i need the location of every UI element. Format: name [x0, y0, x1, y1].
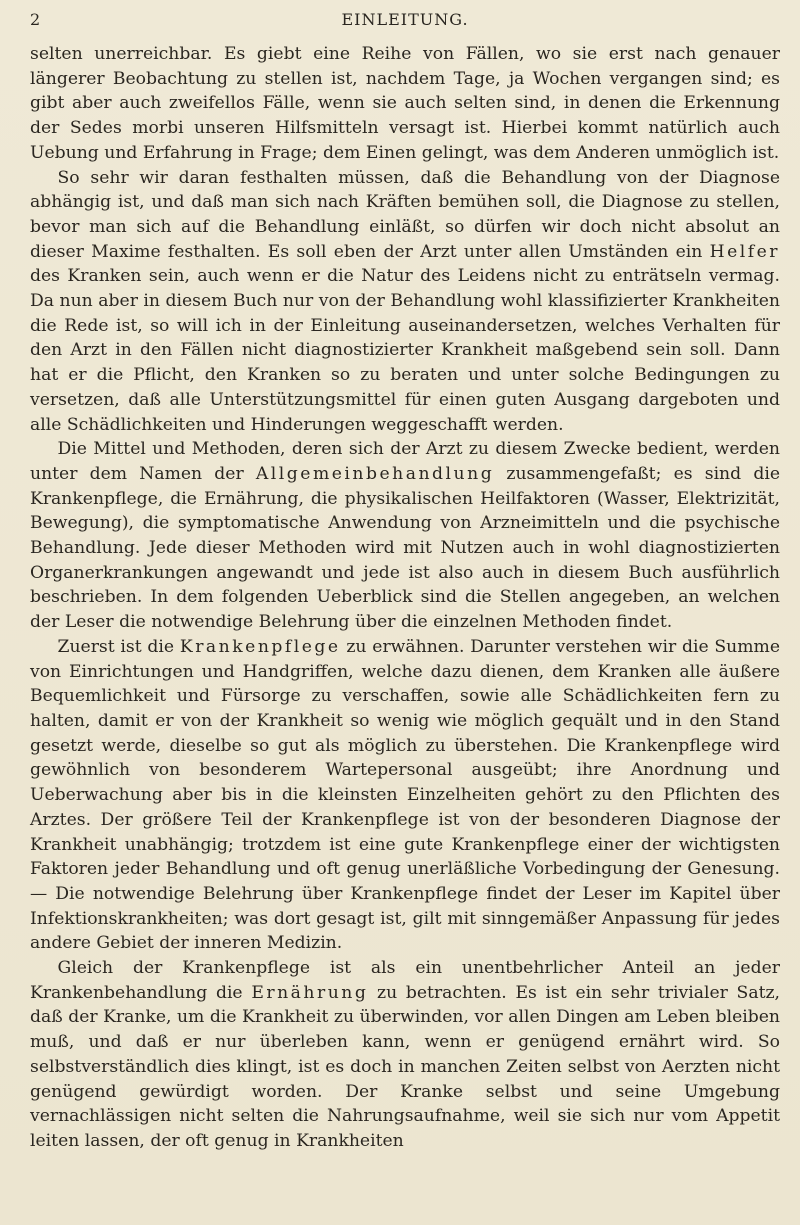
running-head: EINLEITUNG. — [341, 10, 469, 29]
paragraph — [30, 166, 780, 438]
text-run: Gleich der Krankenpflege ist als ein unentbehrlicher Anteil an jeder Krankenbehandlung die — [30, 958, 780, 1003]
paragraph — [30, 635, 780, 956]
text-run: selten unerreichbar. Es giebt eine Reihe von Fällen, wo sie erst nach genauer längerer Beobachtung zu stellen ist, nachdem Tage, ja Wochen vergangen sind; es gibt aber auch zweifellos Fälle, wenn sie auch selten sind, in denen die Erkennung der Sedes morbi unseren Hilfsmitteln versagt ist. Hierbei kommt natürlich auch Uebung und Erfahrung in Frage; dem Einen gelingt, was dem Anderen unmöglich ist. — [30, 44, 780, 163]
paragraph — [30, 42, 780, 166]
text-run: zu erwähnen. Darunter verstehen wir die Summe von Einrichtungen und Handgriffen, welche dazu dienen, dem Kranken alle äußere Bequemlichkeit und Fürsorge zu verschaffen, sowie alle Schädlichkeiten fern zu halten, damit er von der Krankheit so wenig wie möglich gequält und in den Stand gesetzt werde, dieselbe so gut als möglich zu überstehen. Die Krankenpflege wird gewöhnlich von besonderem Wartepersonal ausgeübt; ihre Anordnung und Ueberwachung aber bis in die kleinsten Einzelheiten gehört zu den Pflichten des Arztes. Der größere Teil der Krankenpflege ist von der besonderen Diagnose der Krankheit unabhängig; trotzdem ist eine gute Krankenpflege einer der wichtigsten Faktoren jeder Behandlung und oft genug unerläßliche Vorbedingung der Genesung. — Die notwendige Belehrung über Krankenpflege findet der Leser im Kapitel über Infektionskrankheiten; was dort gesagt ist, gilt mit sinngemäßer Anpassung für jedes andere Gebiet der inneren Medizin. — [30, 636, 781, 954]
spaced-term: Allgemeinbehandlung — [255, 463, 495, 484]
text-run: Die Mittel und Methoden, deren sich der Arzt zu diesem Zwecke bedient, werden unter dem Namen der — [30, 439, 780, 484]
spaced-term: Helfer — [709, 241, 780, 262]
body-text — [30, 42, 780, 1154]
text-run: So sehr wir daran festhalten müssen, daß die Behandlung von der Diagnose abhängig ist, und daß man sich nach Kräften bemühen soll, die Diagnose zu stellen, bevor man sich auf die Behandlung einläßt, so dürfen wir doch nicht absolut an dieser Maxime festhalten. Es soll eben der Arzt unter allen Umständen ein — [30, 167, 780, 262]
paragraph — [30, 956, 780, 1154]
page-header — [30, 6, 780, 34]
text-run: des Kranken sein, auch wenn er die Natur des Leidens nicht zu enträtseln vermag. Da nun aber in diesem Buch nur von der Behandlung wohl klassifizierter Krankheiten die Rede ist, so will ich in der Einleitung auseinandersetzen, welches Verhalten für den Arzt in den Fällen nicht diagnostizierter Krankheit maßgebend sein soll. Dann hat er die Pflicht, den Kranken so zu beraten und unter solche Bedingungen zu versetzen, daß alle Unterstützungsmittel für einen guten Ausgang dargeboten und alle Schädlichkeiten und Hinderungen weggeschafft werden. — [30, 266, 780, 435]
text-run: Zuerst ist die — [57, 636, 180, 657]
text-run: zu betrachten. Es ist ein sehr trivialer Satz, daß der Kranke, um die Krankheit zu überwinden, vor allen Dingen am Leben bleiben muß, und daß er nur überleben kann, wenn er genügend ernährt wird. So selbstverständlich dies klingt, ist es doch in manchen Zeiten selbst von Aerzten nicht genügend gewürdigt worden. Der Kranke selbst und seine Umgebung vernachlässigen nicht selten die Nahrungsaufnahme, weil sie sich nur vom Appetit leiten lassen, der oft genug in Krankheiten — [30, 982, 781, 1151]
page-number: 2 — [30, 10, 42, 29]
spaced-term: Ernährung — [251, 982, 369, 1003]
text-run: zusammengefaßt; es sind die Krankenpflege, die Ernährung, die physikalischen Heilfaktoren (Wasser, Elektrizität, Bewegung), die symptomatische Anwendung von Arzneimitteln und die psychische Behandlung. Jede dieser Methoden wird mit Nutzen auch in wohl diagnostizierten Organerkrankungen angewandt und jede ist also auch in diesem Buch ausführlich beschrieben. In dem folgenden Ueberblick sind die Stellen angegeben, an welchen der Leser die notwendige Belehrung über die einzelnen Methoden findet. — [30, 463, 780, 633]
paragraph — [30, 437, 780, 635]
spaced-term: Krankenpflege — [179, 636, 341, 657]
